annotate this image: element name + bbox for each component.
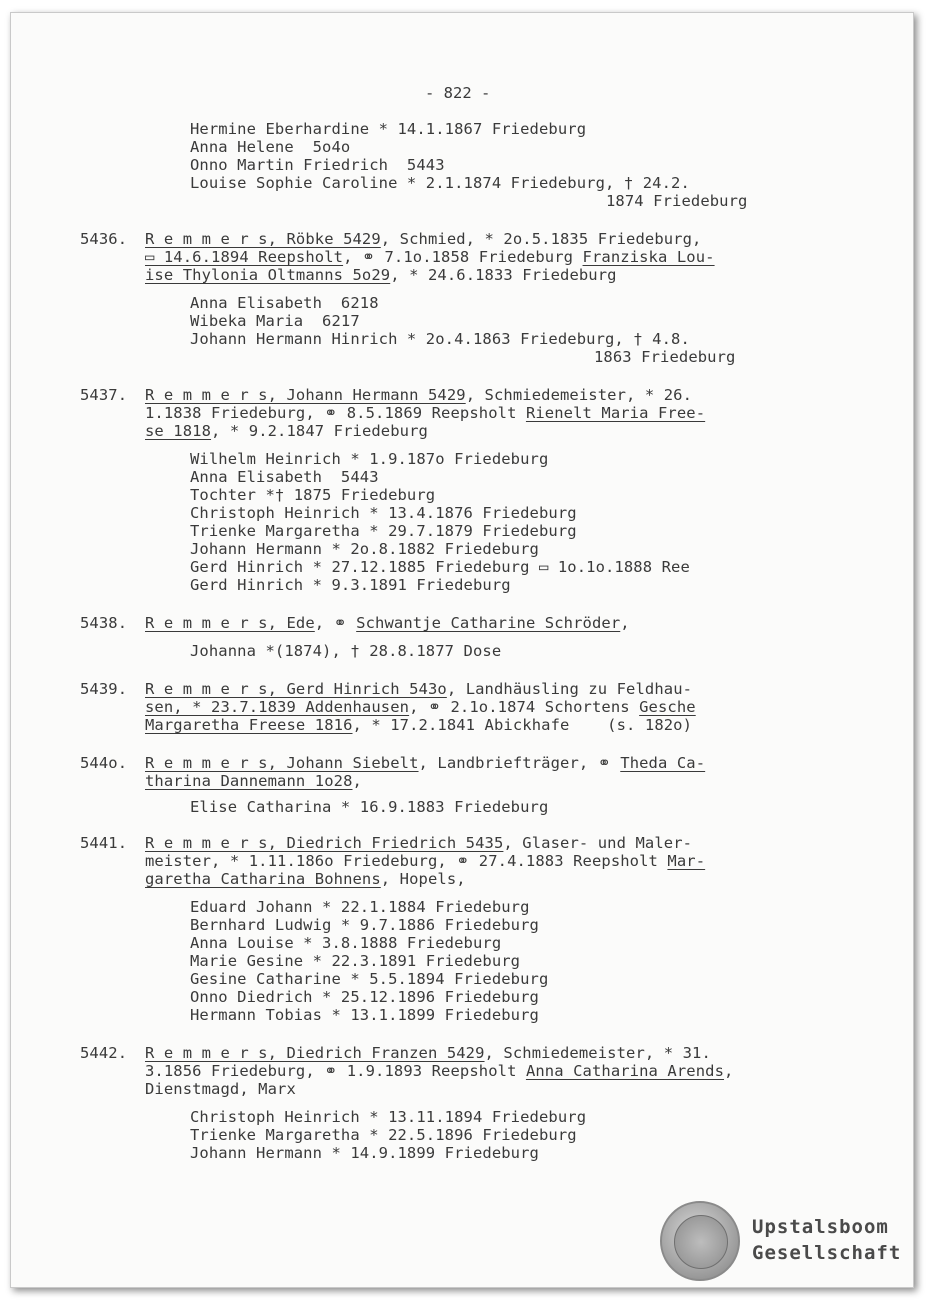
spouse-name: Gesche xyxy=(639,698,696,716)
spouse-name: Theda Ca- xyxy=(620,754,706,772)
child-line: Anna Helene 5o4o xyxy=(190,138,351,156)
entry-name: R e m m e r s, Johann Hermann 5429 xyxy=(145,386,466,404)
child-line: Louise Sophie Caroline * 2.1.1874 Friedeburg, † 24.2. xyxy=(190,174,690,192)
entry-name: R e m m e r s, Diedrich Franzen 5429 xyxy=(145,1044,485,1062)
spouse-name: Anna Catharina Arends xyxy=(525,1062,725,1080)
entry-line xyxy=(145,754,705,772)
entry-text: , ⚭ xyxy=(314,614,357,632)
entry-number: 5439. xyxy=(80,680,128,698)
child-line: Gerd Hinrich * 27.12.1885 Friedeburg ▭ 1o.1o.1888 Ree xyxy=(190,558,690,576)
child-line: Johann Hermann * 2o.8.1882 Friedeburg xyxy=(190,540,539,558)
entry-birth: sen, * 23.7.1839 Addenhausen xyxy=(145,698,410,716)
entry-name: R e m m e r s, Gerd Hinrich 543o xyxy=(145,680,447,698)
entry-line xyxy=(145,680,692,698)
entry-number: 5441. xyxy=(80,834,128,852)
entry-text: , Schmiedemeister, * 26. xyxy=(465,386,693,404)
child-line: Gesine Catharine * 5.5.1894 Friedeburg xyxy=(190,970,549,988)
spouse-name: se 1818 xyxy=(145,422,212,440)
entry-text: , Glaser- und Maler- xyxy=(503,834,693,852)
child-line: Christoph Heinrich * 13.11.1894 Friedeburg xyxy=(190,1108,587,1126)
page-number: - 822 - xyxy=(425,84,491,102)
child-line: Trienke Margaretha * 29.7.1879 Friedeburg xyxy=(190,522,577,540)
child-line: Hermine Eberhardine * 14.1.1867 Friedeburg xyxy=(190,120,587,138)
logo-text-line2: Gesellschaft xyxy=(752,1242,902,1264)
spouse-name: ise Thylonia Oltmanns 5o29 xyxy=(145,266,391,284)
entry-text: , Hopels, xyxy=(380,870,466,888)
child-line: Wibeka Maria 6217 xyxy=(190,312,360,330)
entry-text: , * 24.6.1833 Friedeburg xyxy=(390,266,617,284)
entry-number: 5438. xyxy=(80,614,128,632)
entry-line xyxy=(145,386,692,404)
child-line: Christoph Heinrich * 13.4.1876 Friedeburg xyxy=(190,504,577,522)
child-line: Johann Hermann * 14.9.1899 Friedeburg xyxy=(190,1144,539,1162)
entry-line xyxy=(145,716,692,734)
entry-line xyxy=(145,698,696,716)
entry-text: , * 17.2.1841 Abickhafe (s. 182o) xyxy=(352,716,693,734)
entry-line xyxy=(145,230,701,248)
seal-center xyxy=(674,1215,728,1269)
entry-number: 5437. xyxy=(80,386,128,404)
child-line: Tochter *† 1875 Friedeburg xyxy=(190,486,436,504)
entry-line xyxy=(145,834,692,852)
entry-line xyxy=(145,248,715,266)
entry-text: 1.1838 Friedeburg, ⚭ 8.5.1869 Reepsholt xyxy=(145,404,526,422)
child-line: Onno Diedrich * 25.12.1896 Friedeburg xyxy=(190,988,539,1006)
spouse-name: Margaretha Freese 1816 xyxy=(145,716,353,734)
child-line: Gerd Hinrich * 9.3.1891 Friedeburg xyxy=(190,576,511,594)
entry-name: R e m m e r s, Diedrich Friedrich 5435 xyxy=(145,834,504,852)
child-line: Wilhelm Heinrich * 1.9.187o Friedeburg xyxy=(190,450,549,468)
entry-text: , Landbriefträger, ⚭ xyxy=(418,754,621,772)
child-line: 1863 Friedeburg xyxy=(594,348,736,366)
spouse-name: Rienelt Maria Free- xyxy=(525,404,706,422)
entry-text: , xyxy=(352,772,362,790)
entry-text: , Landhäusling zu Feldhau- xyxy=(446,680,693,698)
entry-number: 544o. xyxy=(80,754,128,772)
logo-text-line1: Upstalsboom xyxy=(752,1216,889,1238)
entry-name: R e m m e r s, Röbke 5429 xyxy=(145,230,381,248)
spouse-name: garetha Catharina Bohnens xyxy=(145,870,381,888)
child-line: Anna Elisabeth 5443 xyxy=(190,468,379,486)
entry-number: 5442. xyxy=(80,1044,128,1062)
child-line: Elise Catharina * 16.9.1883 Friedeburg xyxy=(190,798,549,816)
entry-line: Dienstmagd, Marx xyxy=(145,1080,296,1098)
entry-line xyxy=(145,1044,711,1062)
entry-line xyxy=(145,1062,733,1080)
child-line: Marie Gesine * 22.3.1891 Friedeburg xyxy=(190,952,521,970)
entry-text: , * 9.2.1847 Friedeburg xyxy=(211,422,428,440)
child-line: Johanna *(1874), † 28.8.1877 Dose xyxy=(190,642,502,660)
child-line: Hermann Tobias * 13.1.1899 Friedeburg xyxy=(190,1006,539,1024)
child-line: 1874 Friedeburg xyxy=(606,192,748,210)
entry-death: ▭ 14.6.1894 Reepsholt xyxy=(145,248,344,266)
child-line: Anna Louise * 3.8.1888 Friedeburg xyxy=(190,934,502,952)
child-line: Eduard Johann * 22.1.1884 Friedeburg xyxy=(190,898,530,916)
entry-number: 5436. xyxy=(80,230,128,248)
entry-line xyxy=(145,772,362,790)
entry-text: , ⚭ 7.1o.1858 Friedeburg xyxy=(343,248,583,266)
entry-text: , Schmiedemeister, * 31. xyxy=(484,1044,711,1062)
child-line: Johann Hermann Hinrich * 2o.4.1863 Friedeburg, † 4.8. xyxy=(190,330,690,348)
entry-line xyxy=(145,870,466,888)
entry-text: , xyxy=(724,1062,734,1080)
entry-line xyxy=(145,614,630,632)
entry-name: R e m m e r s, Ede xyxy=(145,614,315,632)
child-line: Onno Martin Friedrich 5443 xyxy=(190,156,445,174)
entry-name: R e m m e r s, Johann Siebelt xyxy=(145,754,419,772)
entry-line xyxy=(145,266,617,284)
entry-text: meister, * 1.11.186o Friedeburg, ⚭ 27.4.1883 Reepsholt xyxy=(145,852,668,870)
society-seal-icon xyxy=(660,1201,740,1281)
child-line: Anna Elisabeth 6218 xyxy=(190,294,379,312)
entry-text: , xyxy=(620,614,630,632)
child-line: Trienke Margaretha * 22.5.1896 Friedeburg xyxy=(190,1126,577,1144)
entry-line xyxy=(145,852,705,870)
spouse-name: Franziska Lou- xyxy=(582,248,715,266)
spouse-name: Schwantje Catharine Schröder xyxy=(356,614,621,632)
entry-text: , ⚭ 2.1o.1874 Schortens xyxy=(409,698,640,716)
spouse-name: tharina Dannemann 1o28 xyxy=(145,772,353,790)
entry-text: 3.1856 Friedeburg, ⚭ 1.9.1893 Reepsholt xyxy=(145,1062,526,1080)
child-line: Bernhard Ludwig * 9.7.1886 Friedeburg xyxy=(190,916,539,934)
entry-line xyxy=(145,404,705,422)
entry-text: , Schmied, * 2o.5.1835 Friedeburg, xyxy=(380,230,702,248)
spouse-name: Mar- xyxy=(667,852,706,870)
entry-line xyxy=(145,422,428,440)
